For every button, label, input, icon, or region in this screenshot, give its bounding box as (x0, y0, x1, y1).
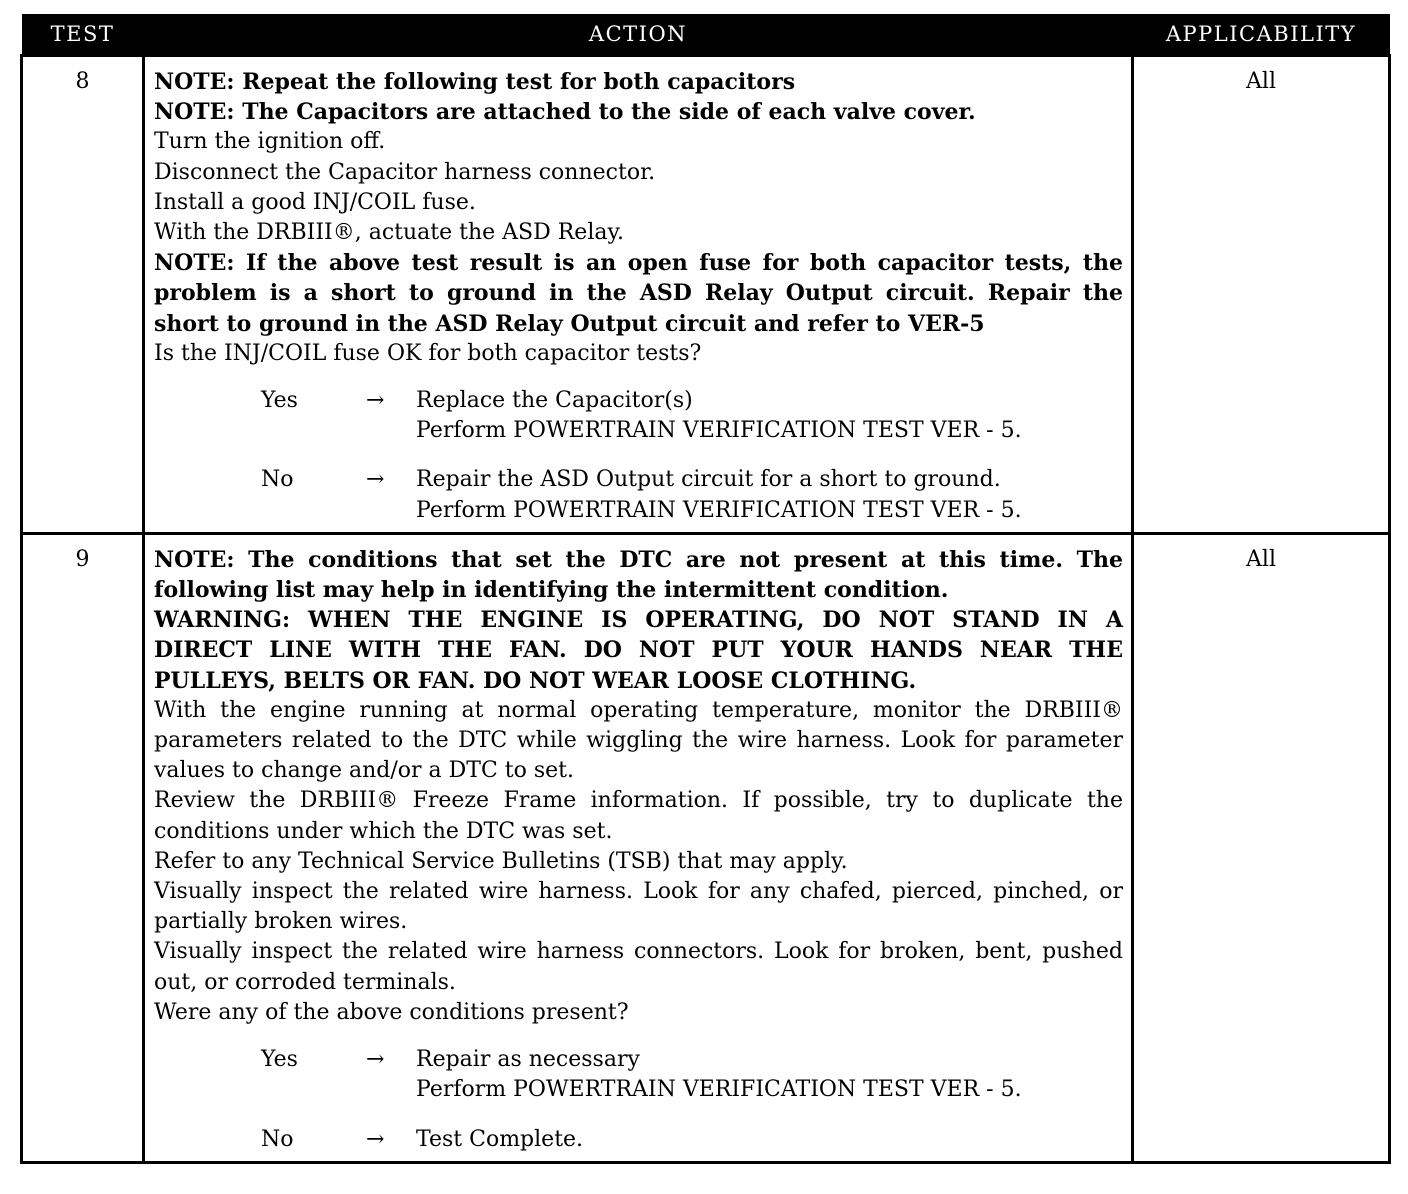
action-line: Disconnect the Capacitor harness connector. (154, 159, 656, 185)
applicability: All (1133, 56, 1390, 534)
action-line: Visually inspect the related wire harness connectors. Look for broken, bent, pushed out, or corroded terminals. (154, 939, 1123, 995)
result-text: Perform POWERTRAIN VERIFICATION TEST VER - 5. (416, 1077, 1022, 1103)
header-applicability: APPLICABILITY (1133, 14, 1390, 56)
result-yes (261, 1045, 1123, 1105)
result-text: Perform POWERTRAIN VERIFICATION TEST VER - 5. (416, 418, 1022, 444)
action-cell (144, 533, 1133, 1162)
table-header (22, 14, 1390, 56)
action-line: Install a good INJ/COIL fuse. (154, 189, 476, 215)
action-line: With the engine running at normal operating temperature, monitor the DRBIII® parameters related to the DTC while wiggling the wire harness. Look for parameter values to change and/or a DTC to set. (154, 697, 1123, 784)
arrow-icon: → (366, 388, 385, 414)
test-number: 8 (22, 56, 144, 534)
diagnostic-test-table (20, 14, 1391, 1164)
applicability: All (1133, 533, 1390, 1162)
result-answer: No (261, 1126, 294, 1152)
table-row (22, 56, 1390, 534)
action-line: Were any of the above conditions present? (154, 999, 629, 1025)
result-answer: No (261, 467, 294, 493)
action-cell (144, 56, 1133, 534)
action-line: WARNING: WHEN THE ENGINE IS OPERATING, DO NOT STAND IN A DIRECT LINE WITH THE FAN. DO NOT PUT YOUR HANDS NEAR THE PULLEYS, BELTS OR FAN. DO NOT WEAR LOOSE CLOTHING. (154, 607, 1123, 694)
result-no (261, 1125, 1123, 1155)
header-action: ACTION (144, 14, 1133, 56)
result-no (261, 465, 1123, 525)
table-body (22, 56, 1390, 1163)
action-line: NOTE: If the above test result is an open fuse for both capacitor tests, the problem is a short to ground in the ASD Relay Output circuit. Repair the short to ground in the ASD Relay Output circuit and refer to VER-5 (154, 250, 1123, 337)
action-line: Is the INJ/COIL fuse OK for both capacitor tests? (154, 340, 702, 366)
result-yes (261, 386, 1123, 446)
action-line: Refer to any Technical Service Bulletins (TSB) that may apply. (154, 848, 848, 874)
arrow-icon: → (366, 1126, 385, 1152)
results (154, 386, 1123, 526)
result-text: Test Complete. (416, 1126, 584, 1152)
action-line: NOTE: The Capacitors are attached to the side of each valve cover. (154, 99, 976, 126)
action-line: Turn the ignition off. (154, 129, 386, 155)
results (154, 1045, 1123, 1155)
arrow-icon: → (366, 467, 385, 493)
action-line: NOTE: The conditions that set the DTC are not present at this time. The following list may help in identifying the intermittent condition. (154, 546, 1123, 604)
arrow-icon: → (366, 1047, 385, 1073)
action-line: NOTE: Repeat the following test for both capacitors (154, 69, 796, 95)
test-number: 9 (22, 533, 144, 1162)
result-text: Repair the ASD Output circuit for a short to ground. (416, 467, 1001, 493)
result-answer: Yes (261, 1047, 298, 1073)
header-test: TEST (22, 14, 144, 56)
action-line: With the DRBIII®, actuate the ASD Relay. (154, 220, 624, 246)
action-line: Review the DRBIII® Freeze Frame information. If possible, try to duplicate the conditions under which the DTC was set. (154, 788, 1123, 844)
table-row (22, 533, 1390, 1162)
result-text: Replace the Capacitor(s) (416, 388, 693, 414)
result-text: Repair as necessary (416, 1047, 640, 1073)
result-answer: Yes (261, 388, 298, 414)
result-text: Perform POWERTRAIN VERIFICATION TEST VER - 5. (416, 497, 1022, 523)
action-line: Visually inspect the related wire harness. Look for any chafed, pierced, pinched, or partially broken wires. (154, 879, 1123, 935)
